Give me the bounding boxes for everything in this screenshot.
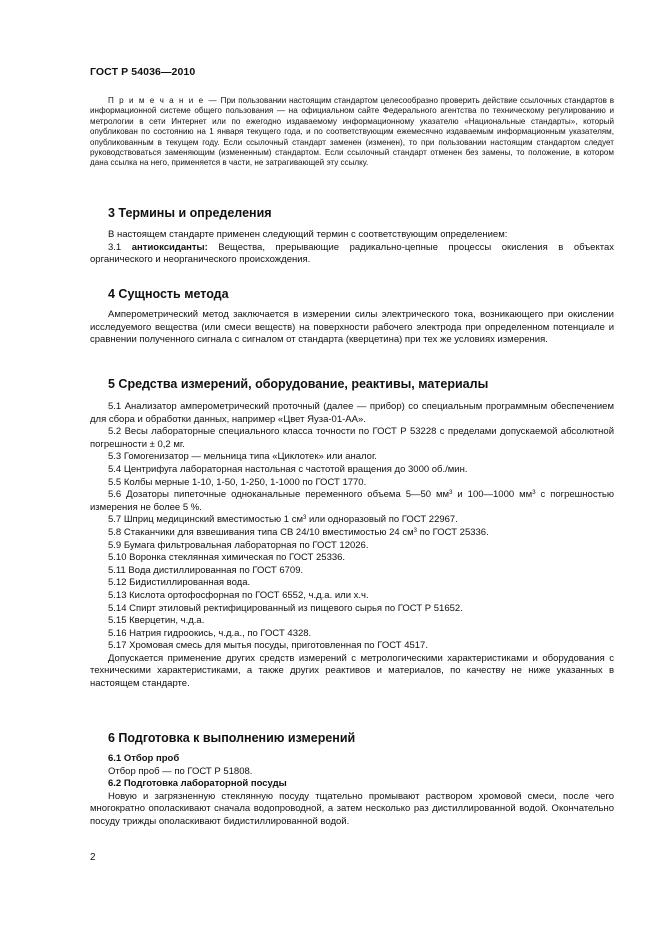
item-text: по ГОСТ 25336.	[416, 526, 489, 538]
list-item: 5.9 Бумага фильтровальная лабораторная по ГОСТ 12026.	[108, 539, 369, 551]
paragraph: Новую и загрязненную стеклянную посуду тщательно промывают раствором хромовой смеси, после чего многократно ополаскивают сначала водопроводной, а затем несколько раз дистиллированной водой. Окончательно посуду трижды ополаскивают бидистиллированной водой.	[90, 790, 614, 827]
section-6-body	[90, 753, 614, 829]
section-3-body	[90, 229, 614, 267]
list-item: 5.12 Бидистиллированная вода.	[108, 577, 251, 589]
paragraph: Амперометрический метод заключается в измерении силы электрического тока, возникающего при окислении исследуемого вещества (или смеси веществ) на поверхности рабочего электрода при определенном потенциале и сравнении полученного сигнала с сигналом от стандарта (кверцетина) при тех же условиях измерения.	[90, 309, 614, 346]
note-text: При пользовании настоящим стандартом целесообразно проверить действие ссылочных стандартов в информационной системе общего пользования — на официальном сайте Федерального агентства по техническому регулированию и метрологии в сети Интернет или по ежегодно издаваемому информационному указателю «Национальные стандарты», который опубликован по состоянию на 1 января текущего года, и по соответствующим ежемесячно издаваемым информационным указателям, опубликованным в текущем году. Если ссылочный стандарт заменен (изменен), то при пользовании настоящим стандартом следует руководствоваться заменяющим (измененным) стандартом. Если ссылочный стандарт отменен без замены, то положение, в котором дана ссылка на него, применяется в части, не затрагивающей эту ссылку.	[90, 96, 614, 168]
list-item: 5.15 Кверцетин, ч.д.а.	[108, 615, 205, 627]
list-item	[90, 527, 614, 540]
section-5-body	[90, 401, 614, 691]
note-label: П р и м е ч а н и е —	[108, 96, 218, 105]
definition	[90, 242, 614, 267]
superscript: 3	[449, 490, 453, 497]
list-item: 5.17 Хромовая смесь для мытья посуды, приготовленная по ГОСТ 4517.	[108, 640, 428, 652]
list-item: 5.16 Натрия гидроокись, ч.д.а., по ГОСТ 4328.	[108, 627, 312, 639]
section-5-title: 5 Средства измерений, оборудование, реактивы, материалы	[108, 377, 489, 391]
section-4-title: 4 Сущность метода	[108, 287, 229, 301]
superscript: 3	[302, 515, 307, 522]
definition-number: 3.1	[108, 241, 122, 253]
item-text: 5.6 Дозаторы пипеточные одноканальные переменного объема 5—50 мм	[108, 489, 450, 501]
definition-text: Вещества, прерывающие радикально-цепные процессы окисления в объектах органического и неорганического происхождения.	[90, 241, 615, 266]
list-item: 5.2 Весы лабораторные специального класса точности по ГОСТ Р 53228 с пределами допускаемой абсолютной погрешности ± 0,2 мг.	[90, 426, 614, 450]
list-item: 5.14 Спирт этиловый ректифицированный из пищевого сырья по ГОСТ Р 51652.	[108, 602, 463, 614]
subsection-heading: 6.2 Подготовка лабораторной посуды	[108, 778, 287, 790]
section-6-title: 6 Подготовка к выполнению измерений	[108, 731, 356, 745]
section-3-title: 3 Термины и определения	[108, 206, 272, 220]
section-4-body	[90, 309, 614, 347]
paragraph: Допускается применение других средств измерений с метрологическими характеристиками и оборудования с техническими характеристиками, а также других реактивов и материалов, по качеству не ниже указанных в настоящем стандарте.	[90, 652, 614, 690]
subsection-heading: 6.1 Отбор проб	[108, 753, 180, 764]
superscript: 3	[413, 527, 417, 534]
list-item: 5.11 Вода дистиллированная по ГОСТ 6709.	[108, 564, 304, 576]
paragraph: В настоящем стандарте применен следующий термин с соответствующим определением:	[108, 229, 508, 240]
list-item	[90, 489, 614, 514]
list-item: 5.5 Колбы мерные 1-10, 1-50, 1-250, 1-1000 по ГОСТ 1770.	[108, 476, 367, 488]
item-text: 5.8 Стаканчики для взвешивания типа СВ 24/10 вместимостью 24 см	[108, 526, 414, 538]
paragraph: Отбор проб — по ГОСТ Р 51808.	[108, 765, 253, 777]
list-item: 5.13 Кислота ортофосфорная по ГОСТ 6552, ч.д.а. или х.ч.	[108, 589, 369, 601]
list-item: 5.1 Анализатор амперометрический проточный (далее — прибор) со специальным программным обеспечением для сбора и обработки данных, например «Цвет Яуза-01-АА».	[90, 401, 614, 425]
list-item: 5.4 Центрифуга лабораторная настольная с частотой вращения до 3000 об./мин.	[108, 463, 468, 475]
list-item: 5.10 Воронка стеклянная химическая по ГОСТ 25336.	[108, 552, 346, 564]
reference-note	[90, 96, 614, 169]
superscript: 3	[532, 490, 536, 497]
item-text: с погрешностью измерения не более 5 %.	[90, 489, 614, 513]
list-item: 5.3 Гомогенизатор — мельница типа «Циклотек» или аналог.	[108, 451, 377, 463]
item-text: 5.7 Шприц медицинский вместимостью 1 см	[108, 514, 303, 526]
definition-term: антиоксиданты:	[131, 241, 208, 253]
item-text: или одноразовый по ГОСТ 22967.	[306, 514, 458, 526]
page-number: 2	[90, 852, 96, 863]
item-text: и 100—1000 мм	[452, 489, 533, 501]
document-header: ГОСТ Р 54036—2010	[90, 66, 196, 78]
list-item	[90, 514, 614, 527]
